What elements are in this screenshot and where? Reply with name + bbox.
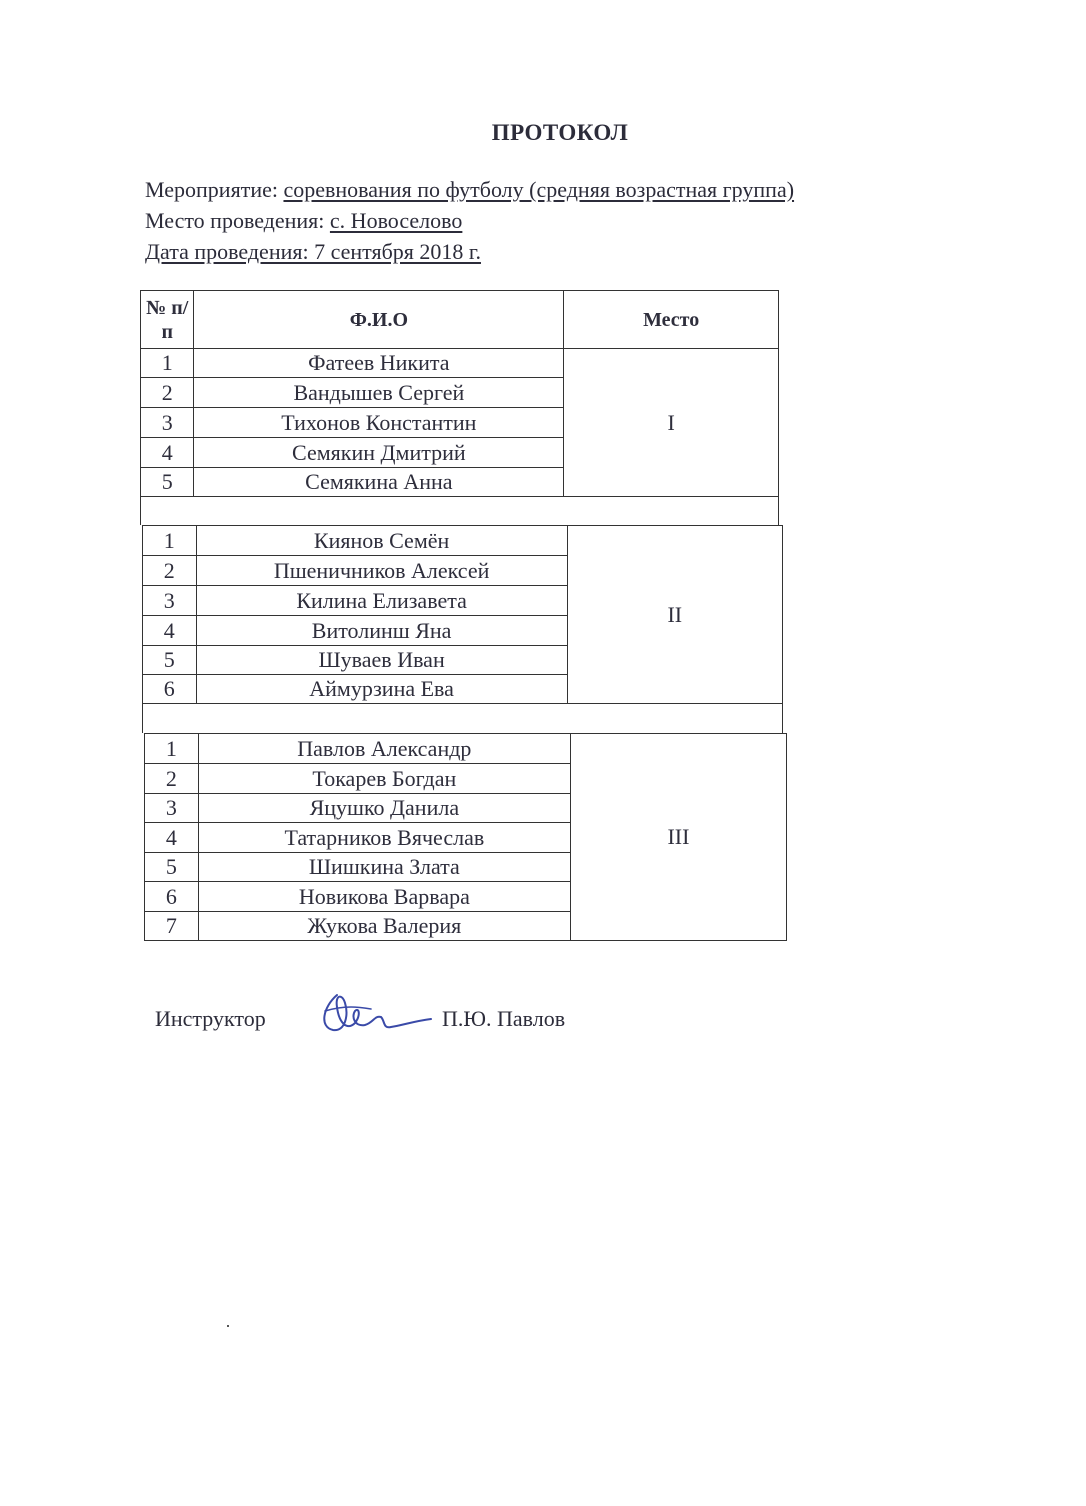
event-line	[145, 175, 794, 205]
table-row	[141, 349, 779, 378]
row-num: 4	[141, 438, 194, 468]
row-num: 3	[141, 408, 194, 438]
row-num: 5	[143, 646, 197, 675]
header-num: № п/п	[141, 291, 194, 349]
row-name: Новикова Варвара	[198, 882, 570, 912]
row-name: Семякин Дмитрий	[194, 438, 564, 468]
row-name: Яцушко Данила	[198, 794, 570, 823]
row-num: 4	[143, 616, 197, 646]
row-name: Семякина Анна	[194, 468, 564, 497]
row-num: 7	[145, 912, 199, 941]
row-name: Килина Елизавета	[196, 586, 567, 616]
row-num: 2	[143, 556, 197, 586]
signer-name: П.Ю. Павлов	[442, 1006, 566, 1031]
row-name: Тихонов Константин	[194, 408, 564, 438]
row-num: 1	[141, 349, 194, 378]
results-table-group-1	[140, 290, 779, 497]
place-cell: I	[564, 349, 779, 497]
row-num: 4	[145, 823, 199, 853]
row-num: 1	[145, 734, 199, 764]
group-separator	[142, 703, 783, 733]
row-num: 6	[145, 882, 199, 912]
table-row	[143, 526, 783, 556]
group-separator	[140, 495, 779, 525]
row-name: Вандышев Сергей	[194, 378, 564, 408]
event-label: Мероприятие:	[145, 177, 284, 202]
row-name: Токарев Богдан	[198, 764, 570, 794]
row-name: Киянов Семён	[196, 526, 567, 556]
row-name: Павлов Александр	[198, 734, 570, 764]
row-name: Витолинш Яна	[196, 616, 567, 646]
row-name: Жукова Валерия	[198, 912, 570, 941]
date-text: Дата проведения: 7 сентября 2018 г.	[145, 239, 481, 264]
results-table-group-3	[144, 733, 787, 941]
venue-line	[145, 206, 462, 236]
row-name: Шуваев Иван	[196, 646, 567, 675]
signature-icon	[315, 985, 435, 1040]
instructor-label: Инструктор	[155, 1006, 266, 1031]
row-num: 2	[145, 764, 199, 794]
place-cell: III	[570, 734, 786, 941]
row-num: 3	[145, 794, 199, 823]
row-name: Шишкина Злата	[198, 853, 570, 882]
event-value: соревнования по футболу (средняя возрастная группа)	[283, 177, 795, 202]
document-title: ПРОТОКОЛ	[491, 120, 629, 145]
venue-label: Место проведения:	[145, 208, 330, 233]
row-name: Пшеничников Алексей	[196, 556, 567, 586]
row-name: Татарников Вячеслав	[198, 823, 570, 853]
header-name: Ф.И.О	[194, 291, 564, 349]
row-num: 2	[141, 378, 194, 408]
row-num: 3	[143, 586, 197, 616]
venue-value: с. Новоселово	[329, 208, 463, 233]
table-header-row	[141, 291, 779, 349]
row-num: 5	[145, 853, 199, 882]
table-row	[145, 734, 787, 764]
date-line	[145, 237, 481, 267]
results-table-group-2	[142, 525, 783, 704]
row-num: 6	[143, 675, 197, 704]
paper-speck	[227, 1325, 229, 1327]
place-cell: II	[567, 526, 782, 704]
row-num: 5	[141, 468, 194, 497]
header-place: Место	[564, 291, 779, 349]
row-num: 1	[143, 526, 197, 556]
row-name: Фатеев Никита	[194, 349, 564, 378]
row-name: Аймурзина Ева	[196, 675, 567, 704]
